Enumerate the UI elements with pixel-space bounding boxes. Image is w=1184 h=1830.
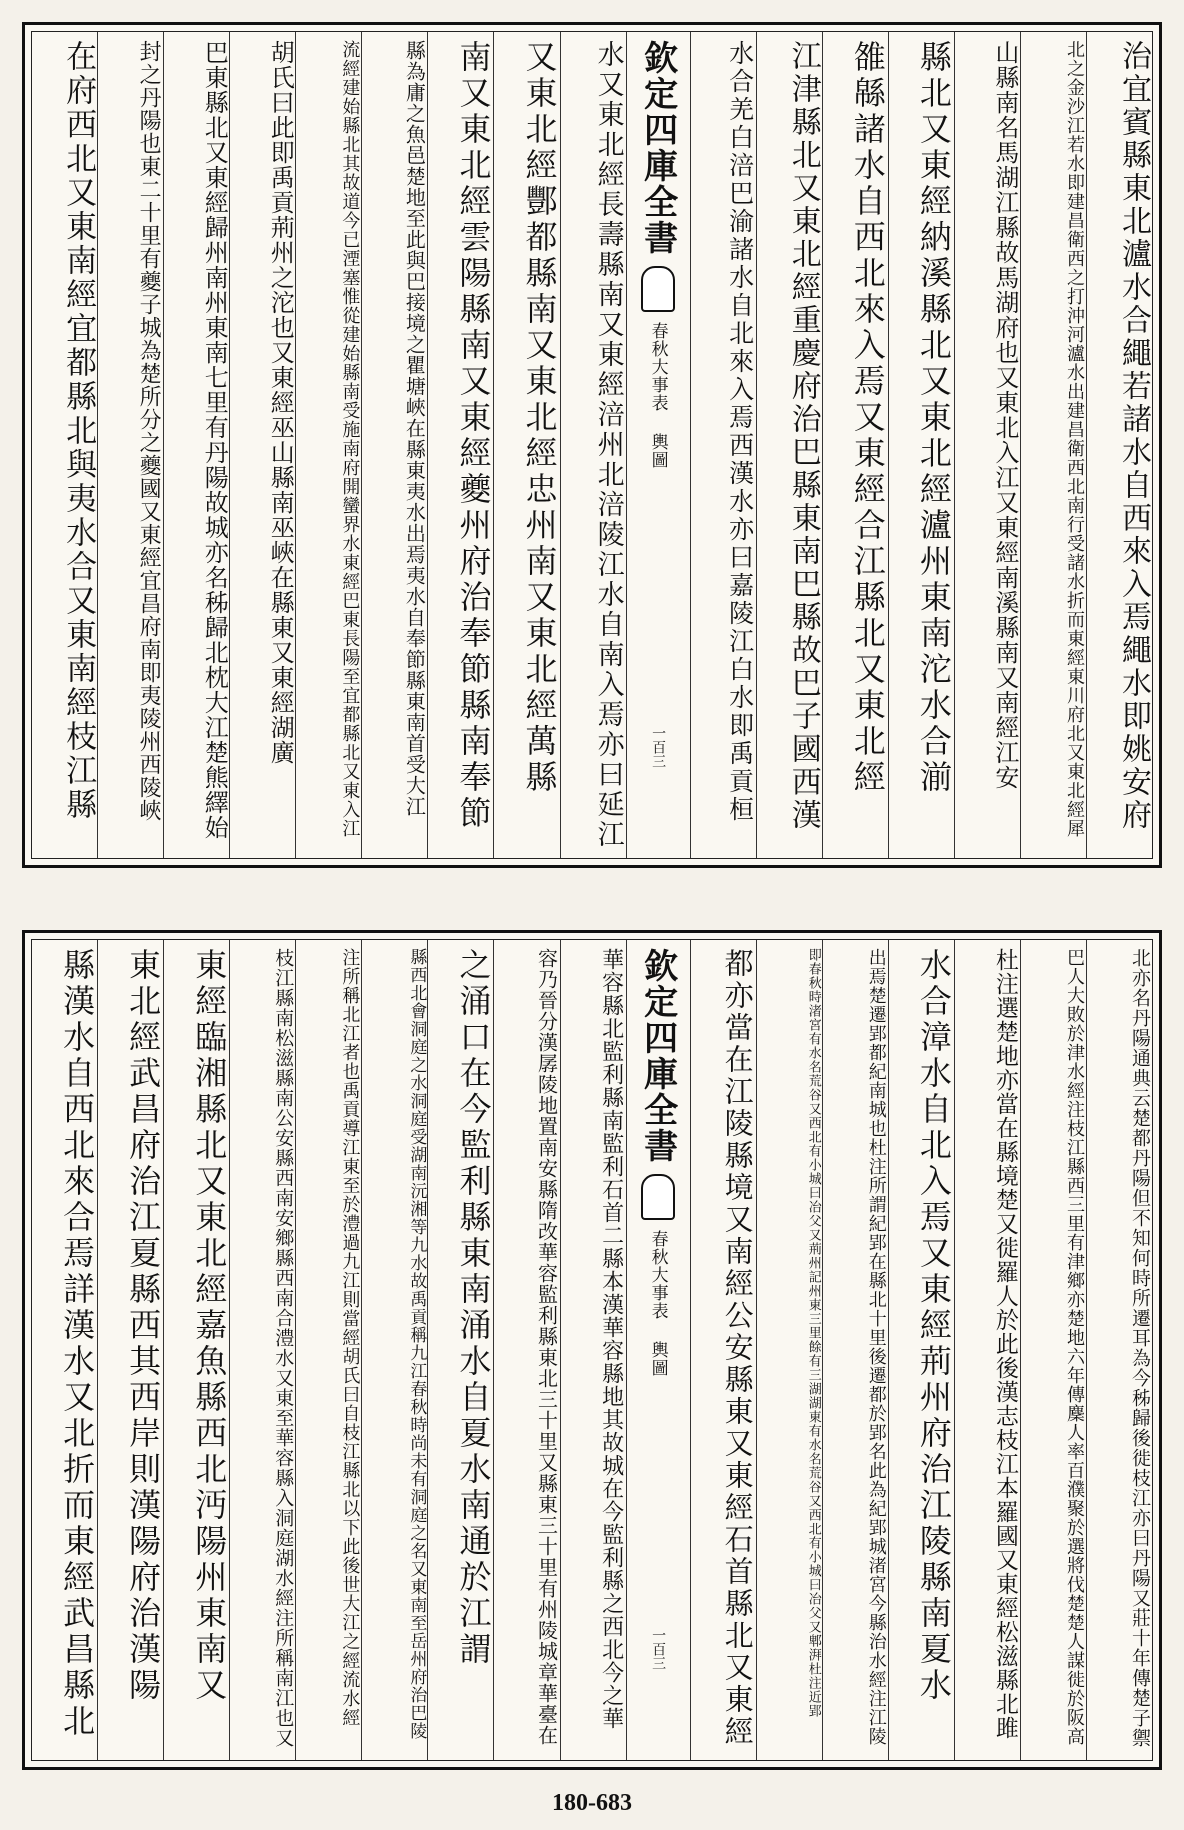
text-column: 縣北又東經納溪縣北又東北經瀘州東南沱水合湔 [888,32,954,858]
page-footer-number: 180-683 [552,1790,632,1816]
text-column: 封之丹陽也東二十里有夔子城為楚所分之夔國又東經宜昌府南即夷陵州西陵峽 [97,32,163,858]
text-column: 出焉楚遷郢都紀南城也杜注所謂紀郢在縣北十里後遷都於郢名此為紀郢城渚宮今縣治水經注江陵 [822,940,888,1760]
text-column: 巴人大敗於津水經注枝江縣西三里有津鄉亦楚地六年傳麇人率百濮聚於選將伐楚楚人謀徙於阪高 [1020,940,1086,1760]
fish-tail-mark-icon [641,266,675,312]
text-column: 注所稱北江者也禹貢導江東至於澧過九江則當經胡氏曰自枝江縣北以下此後世大江之經流水經 [295,940,361,1760]
text-column: 南又東北經雲陽縣南又東經夔州府治奉節縣南奉節 [427,32,493,858]
text-column: 山縣南名馬湖江縣故馬湖府也又東北入江又東經南溪縣南又南經江安 [954,32,1020,858]
spine-page-number: 一百三 [650,726,667,768]
text-column: 治宜賓縣東北瀘水合繩若諸水自西來入焉繩水即姚安府 [1086,32,1152,858]
text-column: 杜注選楚地亦當在縣境楚又徙羅人於此後漢志枝江本羅國又東經松滋縣北雎 [954,940,1020,1760]
page-spine [626,32,690,858]
spine-book-title: 春秋大事表 輿圖 [647,322,668,469]
text-column: 都亦當在江陵縣境又南經公安縣東又東經石首縣北又東經 [690,940,756,1760]
text-column: 華容縣北監利縣南監利石首二縣本漢華容縣地其故城在今監利縣之西北今之華 [560,940,626,1760]
fish-tail-mark-icon [641,1174,675,1220]
text-column: 水合漳水自北入焉又東經荊州府治江陵縣南夏水 [888,940,954,1760]
text-column: 水又東北經長壽縣南又東經涪州北涪陵江水自南入焉亦曰延江 [560,32,626,858]
text-column: 雒緜諸水自西北來入焉又東經合江縣北又東北經 [822,32,888,858]
text-column: 東北經武昌府治江夏縣西其西岸則漢陽府治漢陽 [97,940,163,1760]
text-column: 水合羌白涪巴渝諸水自北來入焉西漢水亦曰嘉陵江白水即禹貢桓 [690,32,756,858]
text-column: 縣西北會洞庭之水洞庭受湖南沅湘等九水故禹貢稱九江春秋時尚未有洞庭之名又東南至岳州府治巴陵 [361,940,427,1760]
spine-title: 欽定四庫全書 [637,40,678,256]
text-column: 北亦名丹陽通典云楚都丹陽但不知何時所遷耳為今秭歸後徙枝江亦曰丹陽又莊十年傳楚子禦 [1086,940,1152,1760]
text-column: 又東北經酆都縣南又東北經忠州南又東北經萬縣 [493,32,559,858]
spine-book-title: 春秋大事表 輿圖 [647,1230,668,1377]
text-column: 縣為庸之魚邑楚地至此與巴接境之瞿塘峽在縣東夷水出焉夷水自奉節縣東南首受大江 [361,32,427,858]
spine-title: 欽定四庫全書 [637,948,678,1164]
text-column: 縣漢水自西北來合焉詳漢水又北折而東經武昌縣北 [58,948,97,1740]
bottom-page-columns [31,939,1153,1761]
text-column: 巴東縣北又東經歸州南州東南七里有丹陽故城亦名秭歸北枕大江楚熊繹始 [163,32,229,858]
text-column: 枝江縣南松滋縣南公安縣西南安鄉縣西南合澧水又東至華容縣入洞庭湖水經注所稱南江也又 [229,940,295,1760]
text-column: 在府西北又東南經宜都縣北與夷水合又東南經枝江縣 [60,40,97,822]
bottom-page [22,930,1162,1770]
text-column: 之涌口在今監利縣東南涌水自夏水南通於江謂 [427,940,493,1760]
spine-page-number: 一百三 [650,1628,667,1670]
top-page-columns [31,31,1153,859]
text-column: 胡氏曰此即禹貢荊州之沱也又東經巫山縣南巫峽在縣東又東經湖廣 [229,32,295,858]
text-column: 流經建始縣北其故道今已湮塞惟從建始縣南受施南府開蠻界水東經巴東長陽至宜都縣北又東入江 [295,32,361,858]
page-spine [626,940,690,1760]
top-page [22,22,1162,868]
text-column: 江津縣北又東北經重慶府治巴縣東南巴縣故巴子國西漢 [756,32,822,858]
text-column: 東經臨湘縣北又東北經嘉魚縣西北沔陽州東南又 [163,940,229,1760]
text-column: 即春秋時渚宮有水名荒谷又西北有小城曰冶父又荊州記州東三里餘有三湖湖東有水名荒谷又西北有小城曰冶父又郫湃杜注近郢 [756,940,822,1760]
text-column: 容乃晉分漢孱陵地置南安縣隋改華容監利縣東北三十里又縣東三十里有州陵城章華臺在 [493,940,559,1760]
text-column: 北之金沙江若水即建昌衛西之打沖河瀘水出建昌衛西北南行受諸水折而東經東川府北又東北經犀 [1020,32,1086,858]
